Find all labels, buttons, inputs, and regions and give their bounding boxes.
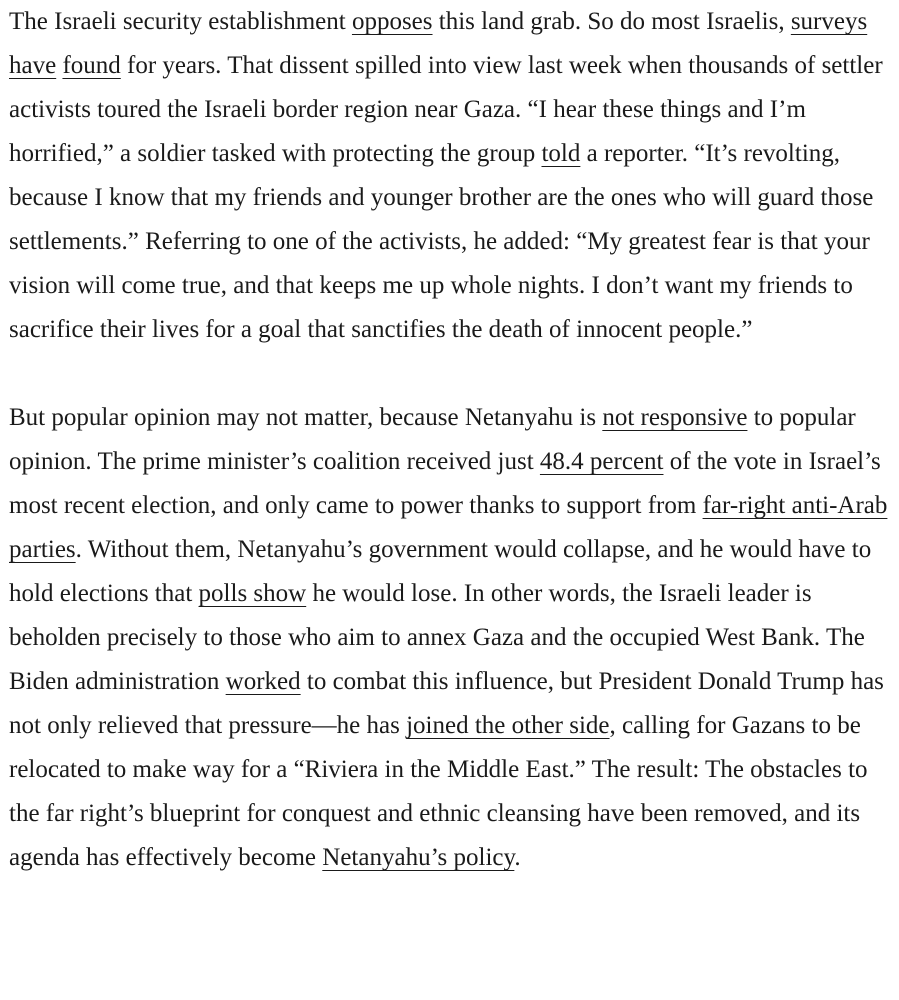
text-segment: But popular opinion may not matter, because Netanyahu is (9, 404, 603, 431)
text-segment: for years. That dissent spilled into view last week when thousands of settler activists toured the Israeli border region near Gaza. “I hear these things and I’m horrified,” a soldier tasked with protecting the group (9, 52, 883, 167)
text-segment: he would lose. In other words, the Israeli leader is beholden precisely to those who aim to annex Gaza and the occupied West Bank. The Biden administration (9, 580, 865, 695)
inline-link-worked[interactable]: worked (225, 668, 301, 695)
text-segment: . (514, 844, 521, 871)
text-segment: to combat this influence, but President Donald Trump has not only relieved that pressure—he has (9, 668, 884, 739)
inline-link-opposes[interactable]: opposes (351, 8, 433, 35)
paragraph-2 (9, 396, 893, 880)
paragraph-1 (9, 0, 893, 352)
article-body (9, 0, 893, 880)
text-segment: to popular opinion. The prime minister’s coalition received just (9, 404, 856, 475)
text-segment: this land grab. So do most Israelis, (432, 8, 791, 35)
text-segment: a reporter. “It’s revolting, because I know that my friends and younger brother are the ones who will guard those settlements.” Referring to one of the activists, he added: “My greatest fear is that your vision will come true, and that keeps me up whole nights. I don’t want my friends to sacrifice their lives for a goal that sanctifies the death of innocent people.” (9, 140, 874, 343)
text-segment: The Israeli security establishment (9, 8, 352, 35)
inline-link-told[interactable]: told (541, 140, 581, 167)
text-segment: of the vote in Israel’s most recent election, and only came to power thanks to support from (9, 448, 881, 519)
inline-link-polls-show[interactable]: polls show (198, 580, 307, 607)
inline-link-joined-the-other-side[interactable]: joined the other side (406, 712, 610, 739)
text-segment: . Without them, Netanyahu’s government would collapse, and he would have to hold elections that (9, 536, 872, 607)
inline-link-found[interactable]: found (62, 52, 121, 79)
inline-link-netanyahu-s-policy[interactable]: Netanyahu’s policy (322, 844, 515, 871)
inline-link-far-right-anti-arab-parties[interactable]: far-right anti-Arab parties (9, 492, 888, 563)
inline-link-48-4-percent[interactable]: 48.4 percent (539, 448, 664, 475)
inline-link-surveys[interactable]: surveys (790, 8, 868, 35)
inline-link-not-responsive[interactable]: not responsive (602, 404, 748, 431)
text-segment: , calling for Gazans to be relocated to make way for a “Riviera in the Middle East.” The result: The obstacles to the far right’s blueprint for conquest and ethnic cleansing have been removed, and its agenda has effectively become (9, 712, 868, 871)
inline-link-have[interactable]: have (9, 52, 57, 79)
